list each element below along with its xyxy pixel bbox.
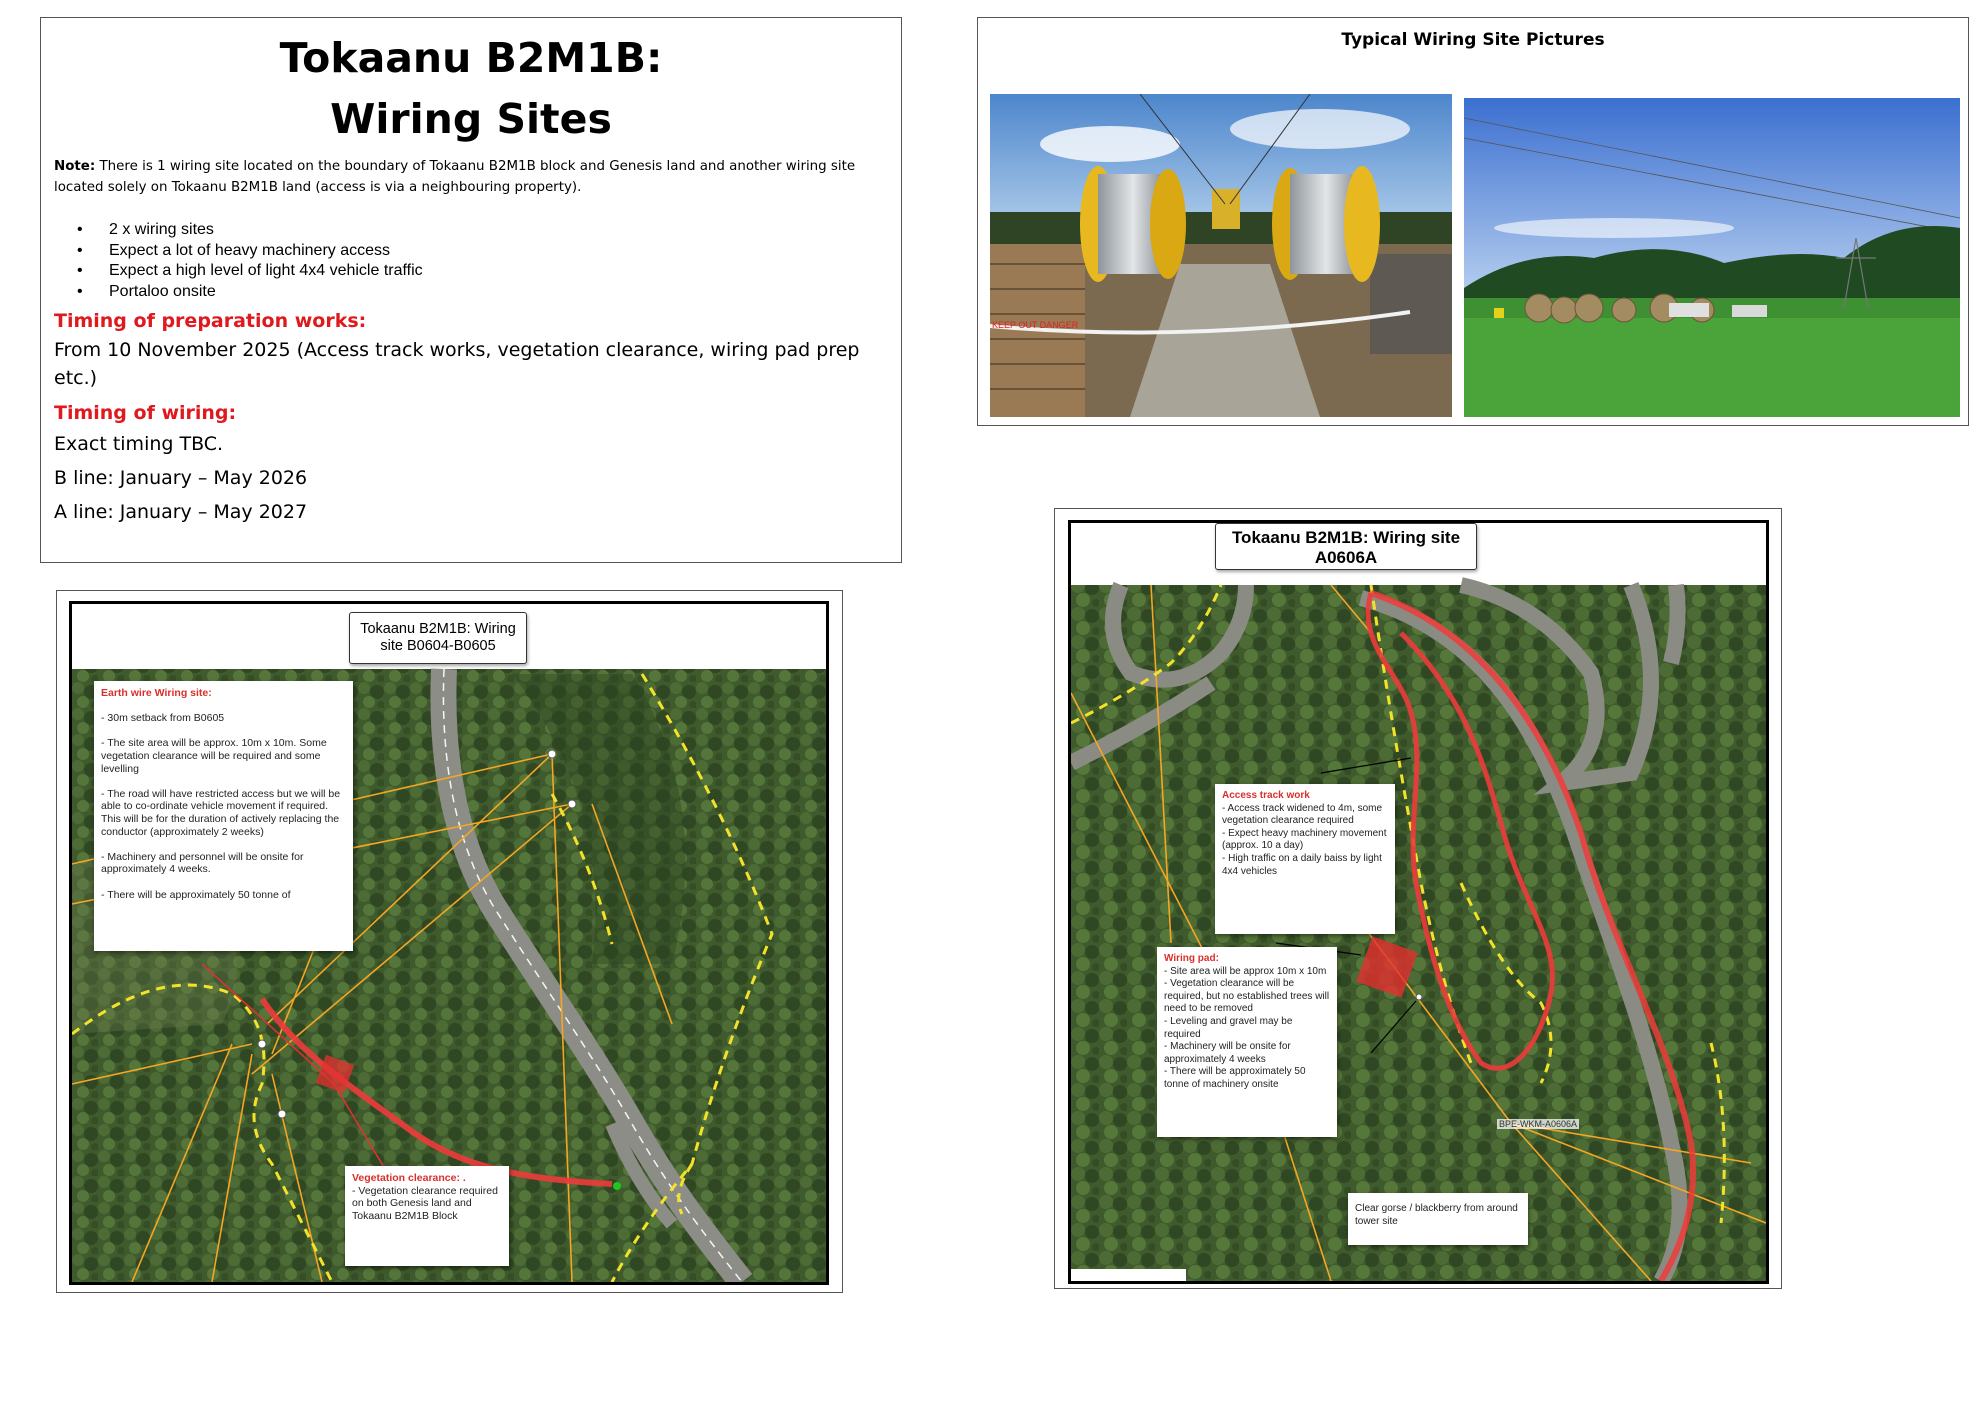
cable-drums-image [990,94,1452,417]
pictures-panel [977,17,1969,426]
page-title: Tokaanu B2M1B: [279,34,663,82]
map-a [1068,520,1769,1284]
map-a-aerial [1071,523,1766,1281]
wiring-line-b: B line: January – May 2026 [54,467,308,489]
list-item: • Expect a lot of heavy machinery access [54,241,423,262]
callout-text: - Access track widened to 4m, some vegetation clearance required - Expect heavy machinery movement (approx. 10 a day) - High traffic on a daily baiss by light 4x4 vehicles [1222,802,1387,877]
callout-heading: Vegetation clearance: . [352,1172,466,1184]
callout-heading: Access track work [1222,790,1310,801]
prep-heading: Timing of preparation works: [54,310,367,332]
tower-label: BPE-WKM-A0606A [1499,1119,1578,1129]
map-b-callout-vegetation [345,1166,509,1266]
paddock-image [1464,98,1960,417]
photo-cable-drums [990,94,1452,417]
callout-text: - Site area will be approx 10m x 10m - Vegetation clearance will be required, but no established trees will need to be removed - Leveling and gravel may be required - Machinery will be onsite for approximately 4 weeks - There will be approximately 50 tonne of machinery onsite [1164,965,1330,1090]
map-b [69,601,829,1285]
list-item: • Portaloo onsite [54,282,423,303]
wiring-line-tbc: Exact timing TBC. [54,433,224,455]
map-a-callout-pad [1157,947,1337,1137]
pictures-title: Typical Wiring Site Pictures [1341,30,1605,50]
callout-line: - Machinery and personnel will be onsite for approximately 4 weeks. [101,850,304,876]
photo-paddock [1464,98,1960,417]
callout-heading: Wiring pad: [1164,953,1219,964]
list-item: • 2 x wiring sites [54,220,423,241]
prep-text: From 10 November 2025 (Access track works, vegetation clearance, wiring pad prep etc.) [54,339,860,389]
callout-heading: Earth wire Wiring site: [101,687,212,699]
callout-text: - Vegetation clearance required on both Genesis land and Tokaanu B2M1B Block [352,1184,498,1222]
map-a-callout-gorse: Clear gorse / blackberry from around tower site [1348,1193,1528,1245]
callout-line: - The site area will be approx. 10m x 10m. Some vegetation clearance will be required and some levelling [101,737,327,775]
note-text: There is 1 wiring site located on the boundary of Tokaanu B2M1B block and Genesis land and another wiring site located solely on Tokaanu B2M1B land (access is via a neighbouring property). [54,159,856,195]
map-b-callout-site [94,681,353,951]
page-subtitle: Wiring Sites [330,95,612,143]
note-paragraph [54,156,884,198]
summary-list [54,220,423,302]
callout-line: - 30m setback from B0605 [101,712,225,725]
wiring-heading: Timing of wiring: [54,402,237,424]
danger-tape-text: KEEP OUT DANGER [992,320,1079,330]
map-b-title: Tokaanu B2M1B: Wiring site B0604-B0605 [349,612,527,664]
wiring-line-a: A line: January – May 2027 [54,501,308,523]
callout-line: - There will be approximately 50 tonne of [101,888,291,901]
map-a-frame [1054,508,1782,1289]
note-label: Note: [54,159,96,174]
info-panel [40,17,902,563]
callout-line: - The road will have restricted access but we will be able to co-ordinate vehicle movement if required. This will be for the duration of actively replacing the conductor (approximately 2 weeks) [101,787,341,838]
map-b-frame [56,590,843,1293]
map-a-callout-access [1215,784,1395,934]
scale-bar [1071,1269,1186,1281]
map-a-title: Tokaanu B2M1B: Wiring site A0606A [1215,523,1477,570]
list-item: • Expect a high level of light 4x4 vehicle traffic [54,261,423,282]
